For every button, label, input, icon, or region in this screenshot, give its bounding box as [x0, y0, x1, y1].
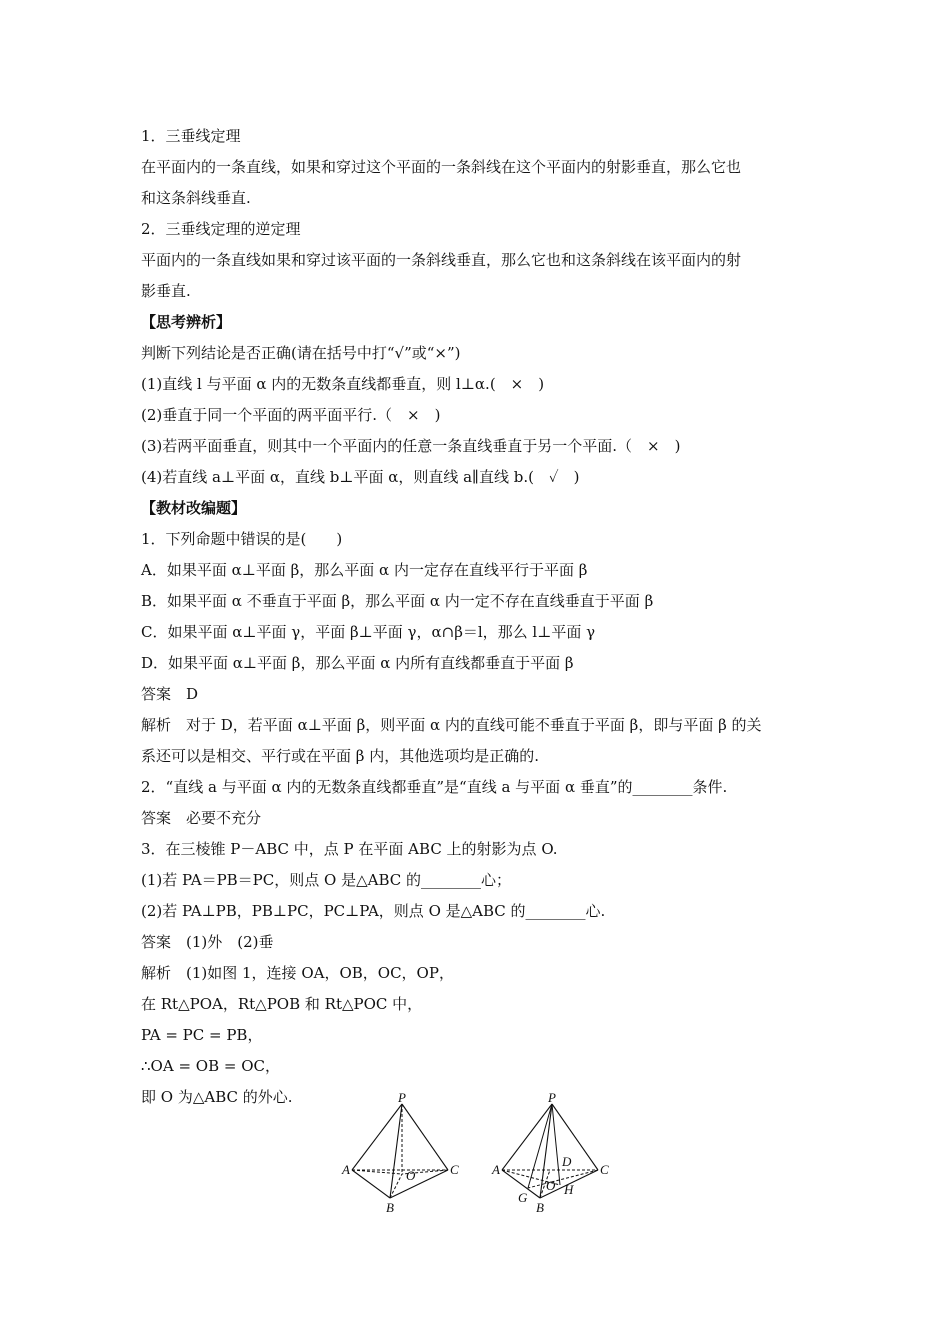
heading-converse: 2．三垂线定理的逆定理 [141, 220, 301, 238]
analysis: 即 O 为△ABC 的外心. [141, 1088, 293, 1106]
label-a: A [492, 1162, 500, 1177]
label-g: G [518, 1190, 528, 1205]
figure-1-pyramid [330, 1090, 470, 1220]
judgement-item: (1)直线 l 与平面 α 内的无数条直线都垂直，则 l⊥α.( × ) [141, 375, 545, 393]
label-d: D [562, 1154, 572, 1169]
option: C．如果平面 α⊥平面 γ，平面 β⊥平面 γ，α∩β＝l，那么 l⊥平面 γ [141, 623, 596, 641]
label-o: O [406, 1168, 416, 1183]
section-heading-thinking: 【思考辨析】 [141, 313, 232, 331]
label-b: B [386, 1200, 394, 1215]
analysis: 系还可以是相交、平行或在平面 β 内，其他选项均是正确的. [141, 747, 539, 765]
label-c: C [450, 1162, 459, 1177]
heading-theorem: 1．三垂线定理 [141, 127, 241, 145]
analysis: PA = PC = PB， [141, 1026, 263, 1044]
text-line: 影垂直. [141, 282, 191, 300]
document-body [141, 121, 813, 1113]
text-line: 和这条斜线垂直. [141, 189, 251, 207]
analysis: 解析 对于 D，若平面 α⊥平面 β，则平面 α 内的直线可能不垂直于平面 β，即与平面 β 的关 [141, 716, 762, 734]
judgement-item: (2)垂直于同一个平面的两平面平行.（ × ) [141, 406, 441, 424]
option: B．如果平面 α 不垂直于平面 β，那么平面 α 内一定不存在直线垂直于平面 β [141, 592, 654, 610]
answer: 答案 必要不充分 [141, 809, 262, 827]
answer: 答案 D [141, 685, 199, 703]
question: 3．在三棱锥 P－ABC 中，点 P 在平面 ABC 上的射影为点 O. [141, 840, 558, 858]
question: 2．“直线 a 与平面 α 内的无数条直线都垂直”是“直线 a 与平面 α 垂直”的________条件. [141, 778, 728, 796]
label-o: O [546, 1178, 556, 1193]
analysis: 在 Rt△POA，Rt△POB 和 Rt△POC 中， [141, 995, 423, 1013]
text-line: 判断下列结论是否正确(请在括号中打“√”或“×”) [141, 344, 461, 362]
question: 1．下列命题中错误的是( ) [141, 530, 343, 548]
option: A．如果平面 α⊥平面 β，那么平面 α 内一定存在直线平行于平面 β [141, 561, 588, 579]
label-a: A [342, 1162, 350, 1177]
label-c: C [600, 1162, 609, 1177]
label-p: P [398, 1090, 406, 1105]
figure-2-pyramid [480, 1090, 620, 1220]
label-h: H [564, 1182, 574, 1197]
sub-question: (1)若 PA＝PB＝PC，则点 O 是△ABC 的________心； [141, 871, 511, 889]
answer: 答案 (1)外 (2)垂 [141, 933, 274, 951]
option: D．如果平面 α⊥平面 β，那么平面 α 内所有直线都垂直于平面 β [141, 654, 574, 672]
analysis: ∴OA = OB = OC， [141, 1057, 280, 1075]
judgement-item: (3)若两平面垂直，则其中一个平面内的任意一条直线垂直于另一个平面.（ × ) [141, 437, 681, 455]
text-line: 平面内的一条直线如果和穿过该平面的一条斜线垂直，那么它也和这条斜线在该平面内的射 [141, 251, 742, 269]
label-b: B [536, 1200, 544, 1215]
figures [330, 1090, 620, 1220]
analysis: 解析 (1)如图 1，连接 OA，OB，OC，OP， [141, 964, 454, 982]
text-line: 在平面内的一条直线，如果和穿过这个平面的一条斜线在这个平面内的射影垂直，那么它也 [141, 158, 742, 176]
section-heading-textbook: 【教材改编题】 [141, 499, 247, 517]
judgement-item: (4)若直线 a⊥平面 α，直线 b⊥平面 α，则直线 a∥直线 b.( ✓ ) [141, 468, 580, 486]
sub-question: (2)若 PA⊥PB，PB⊥PC，PC⊥PA，则点 O 是△ABC 的________心. [141, 902, 606, 920]
label-p: P [548, 1090, 556, 1105]
